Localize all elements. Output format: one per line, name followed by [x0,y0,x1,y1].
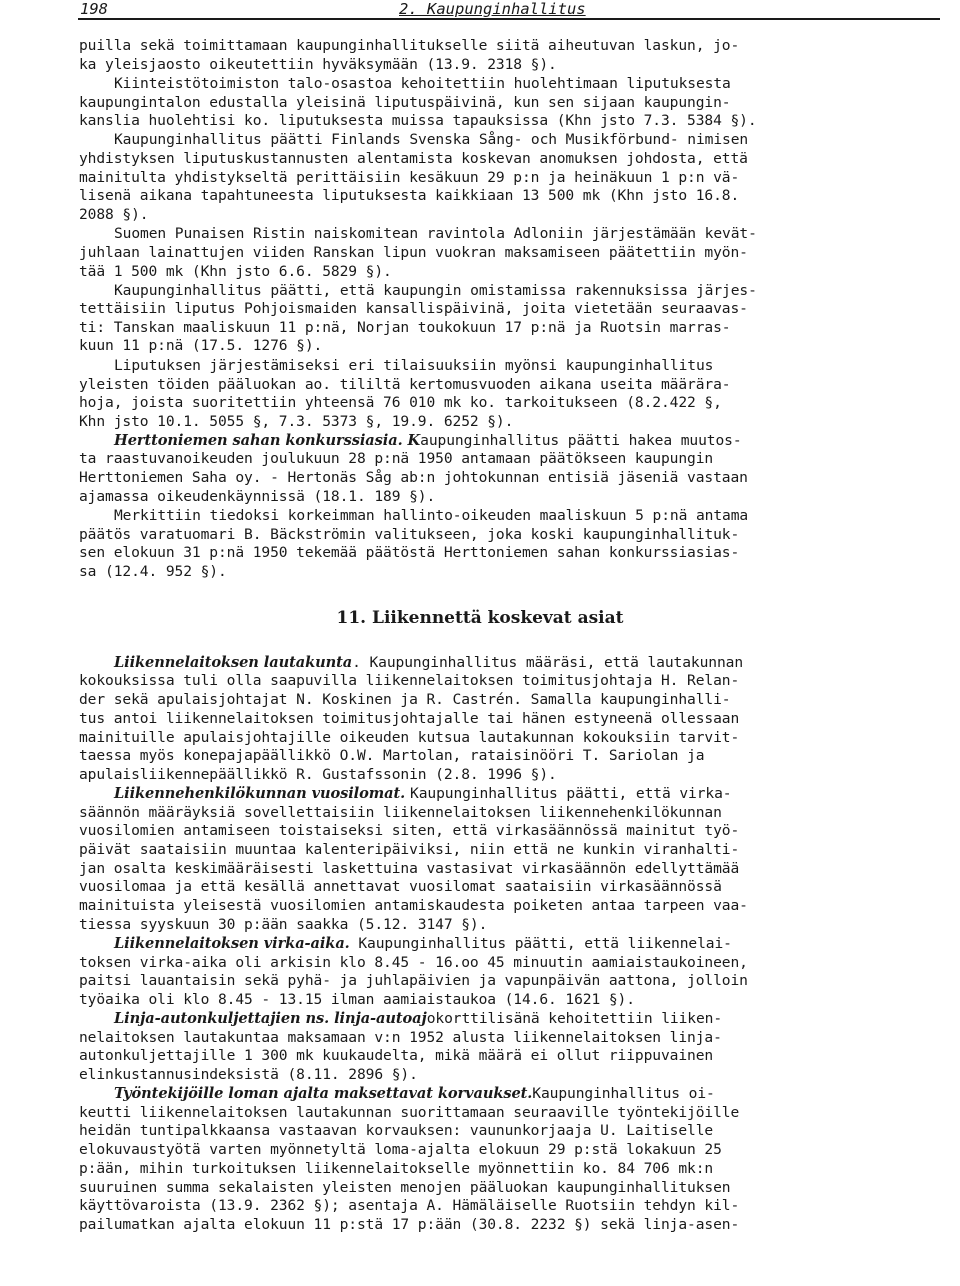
text-line: käyttövaroista (13.9. 2362 §); asentaja A. Hämäläiselle Ruotsiin tehdyn kil- [79,1197,740,1214]
text-line: tiessa syyskuun 30 p:ään saakka (5.12. 3147 §). [79,916,488,933]
text-line: Suomen Punaisen Ristin naiskomitean ravintola Adloniin järjestämään kevät- [114,225,757,242]
subheading-run: Linja-autonkuljettajien ns. linja-autoaj [114,1010,427,1027]
text-line: yhdistyksen liputuskustannusten alentamista koskevan anomuksen johdosta, että [79,150,748,167]
text-line: ta raastuvanoikeuden joulukuun 28 p:nä 1950 antamaan päätökseen kaupungin [79,450,714,467]
text-line: der sekä apulaisjohtajat N. Koskinen ja R. Castrén. Samalla kaupunginhalli- [79,691,731,708]
text-line: mainitulta yhdistykseltä perittäisiin kesäkuun 29 p:n ja heinäkuun 1 p:n vä- [79,169,740,186]
text-line: lisenä aikana tapahtuneesta liputuksesta kaikkiaan 13 500 mk (Khn jsto 16.8. [79,187,740,204]
text-line: kanslia huolehtisi ko. liputuksesta muissa tapauksissa (Khn jsto 7.3. 5384 §). [79,112,757,129]
text-line: 2088 §). [79,206,149,223]
text-line: toksen virka-aika oli arkisin klo 8.45 - 16.oo 45 minuutin aamiaistaukoineen, [79,954,748,971]
text-line: heidän tuntipalkkaansa vastaavan korvauksen: vaununkorjaaja U. Laitiselle [79,1122,714,1139]
text-line: Kaupunginhallitus päätti Finlands Svenska Sång- och Musikförbund- nimisen [114,131,749,148]
text-line: Merkittiin tiedoksi korkeimman hallinto-oikeuden maaliskuun 5 p:nä antama [114,507,749,524]
text-line: Työntekijöille loman ajalta maksettavat korvaukset.Kaupunginhallitus oi- [114,1085,715,1102]
text-line: hoja, joista suoritettiin yhteensä 76 010 mk ko. tarkoitukseen (8.2.422 §, [79,394,722,411]
section-heading: 11. Liikennettä koskevat asiat [336,608,624,628]
text-line: yleisten töiden pääluokan ao. tililtä kertomusvuoden aikana useita määrära- [79,376,731,393]
text-line: puilla sekä toimittamaan kaupunginhallitukselle siitä aiheutuvan laskun, jo- [79,37,740,54]
text-line: tää 1 500 mk (Khn jsto 6.6. 5829 §). [79,263,392,280]
text-line: Liikennelaitoksen lautakunta. Kaupunginhallitus määräsi, että lautakunnan [114,654,744,671]
text-line: jan osalta keskimääräisesti laskettuina vastasivat virkasäännön edellyttämää [79,860,740,877]
text-line: Kiinteistötoimiston talo-osastoa kehoitettiin huolehtimaan liputuksesta [114,75,731,92]
text-line: ajamassa oikeudenkäynnissä (18.1. 189 §). [79,488,436,505]
text-line: tus antoi liikennelaitoksen toimitusjohtajalle tai hänen estyneenä ollessaan [79,710,740,727]
text-line: Linja-autonkuljettajien ns. linja-autoajokorttilisänä kehoitettiin liiken- [114,1010,723,1027]
running-title: 2. Kaupunginhallitus [399,0,586,18]
text-line: mainituista yleisestä vuosilomien antamiskaudesta poiketen antaa tarpeen vaa- [79,897,748,914]
text-line: päivät saataisiin muuntaa kalenteripäiviksi, niin että ne kunkin viranhalti- [79,841,740,858]
text-line: paitsi lauantaisin sekä pyhä- ja juhlapäivien ja vapunpäivän aattona, jolloin [79,972,748,989]
running-header [78,0,940,20]
text-line: vuosilomaa ja että kesällä annettavat vuosilomat saataisiin virkasäännössä [79,878,722,895]
subheading-run: Herttoniemen sahan konkurssiasia. K [114,432,421,449]
text-line: Liikennehenkilökunnan vuosilomat. Kaupunginhallitus päätti, että virka- [114,785,732,802]
text-line: keutti liikennelaitoksen lautakunnan suorittamaan seuraaville työntekijöille [79,1104,740,1121]
subheading-run: Työntekijöille loman ajalta maksettavat korvaukset. [114,1085,533,1102]
text-line: juhlaan lainattujen viiden Ranskan lipun vuokran maksamiseen päätettiin myön- [79,244,748,261]
text-line: elokuvaustyötä varten myönnetyltä loma-ajalta elokuun 29 p:stä lokakuun 25 [79,1141,722,1158]
text-line: työaika oli klo 8.45 - 13.15 ilman aamiaistaukoa (14.6. 1621 §). [79,991,635,1008]
text-line: elinkustannusindeksistä (8.11. 2896 §). [79,1066,418,1083]
text-line: Kaupunginhallitus päätti, että kaupungin omistamissa rakennuksissa järjes- [114,282,757,299]
page-number: 198 [80,0,108,18]
text-line: suuruinen summa sekalaisten yleisten menojen pääluokan kaupunginhallituksen [79,1179,731,1196]
subheading-run: Liikennelaitoksen lautakunta [114,654,353,671]
text-line: ti: Tanskan maaliskuun 11 p:nä, Norjan toukokuun 17 p:nä ja Ruotsin marras- [79,319,731,336]
subheading-run: Liikennehenkilökunnan vuosilomat. [114,785,411,802]
subheading-run: Liikennelaitoksen virka-aika. [114,935,350,952]
text-line: p:ään, mihin turkoituksen liikennelaitokselle myönnettiin ko. 84 706 mk:n [79,1160,714,1177]
text-line: ka yleisjaosto oikeutettiin hyväksymään (13.9. 2318 §). [79,56,557,73]
text-line: sen elokuun 31 p:nä 1950 tekemää päätöstä Herttoniemen sahan konkurssiasias- [79,544,740,561]
text-line: säännön määräyksiä sovellettaisiin liikennelaitoksen liikennehenkilökunnan [79,804,722,821]
text-line: Liikennelaitoksen virka-aika. Kaupunginhallitus päätti, että liikennelai- [114,935,732,952]
text-line: Herttoniemen Saha oy. - Hertonäs Såg ab:n johtokunnan entisiä jäseniä vastaan [79,469,748,486]
text-line: taessa myös konepajapäällikkö O.W. Martolan, rataisinööri T. Sariolan ja [79,747,705,764]
text-line: kaupungintalon edustalla yleisinä liputuspäivinä, kun sen sijaan kaupungin- [79,94,731,111]
text-line: autonkuljettajille 1 300 mk kuukaudelta, mikä määrä ei ollut riippuvainen [79,1047,714,1064]
text-line: pailumatkan ajalta elokuun 11 p:stä 17 p:ään (30.8. 2232 §) sekä linja-asen- [79,1216,740,1233]
text-line: nelaitoksen lautakuntaa maksamaan v:n 1952 alusta liikennelaitoksen linja- [79,1029,722,1046]
text-line: apulaisliikennepäällikkö R. Gustafssonin (2.8. 1996 §). [79,766,557,783]
text-line: vuosilomien antamiseen toistaiseksi siten, että virkasäännössä mainitut työ- [79,822,740,839]
text-line: päätös varatuomari B. Bäckströmin valitukseen, joka koski kaupunginhallituk- [79,526,740,543]
text-line: kuun 11 p:nä (17.5. 1276 §). [79,337,323,354]
text-line: Liputuksen järjestämiseksi eri tilaisuuksiin myönsi kaupunginhallitus [114,357,714,374]
text-line: sa (12.4. 952 §). [79,563,227,580]
text-line: mainituille apulaisjohtajille oikeuden kutsua lautakunnan kokouksiin tarvit- [79,729,740,746]
text-line: Khn jsto 10.1. 5055 §, 7.3. 5373 §, 19.9. 6252 §). [79,413,514,430]
text-line: kokouksissa tuli olla saapuvilla liikennelaitoksen toimitusjohtaja H. Relan- [79,672,740,689]
text-line: Herttoniemen sahan konkurssiasia. Kaupunginhallitus päätti hakea muutos- [114,432,742,449]
text-line: tettäisiin liputus Pohjoismaiden kansallispäivinä, joita vietetään seuraavas- [79,300,748,317]
